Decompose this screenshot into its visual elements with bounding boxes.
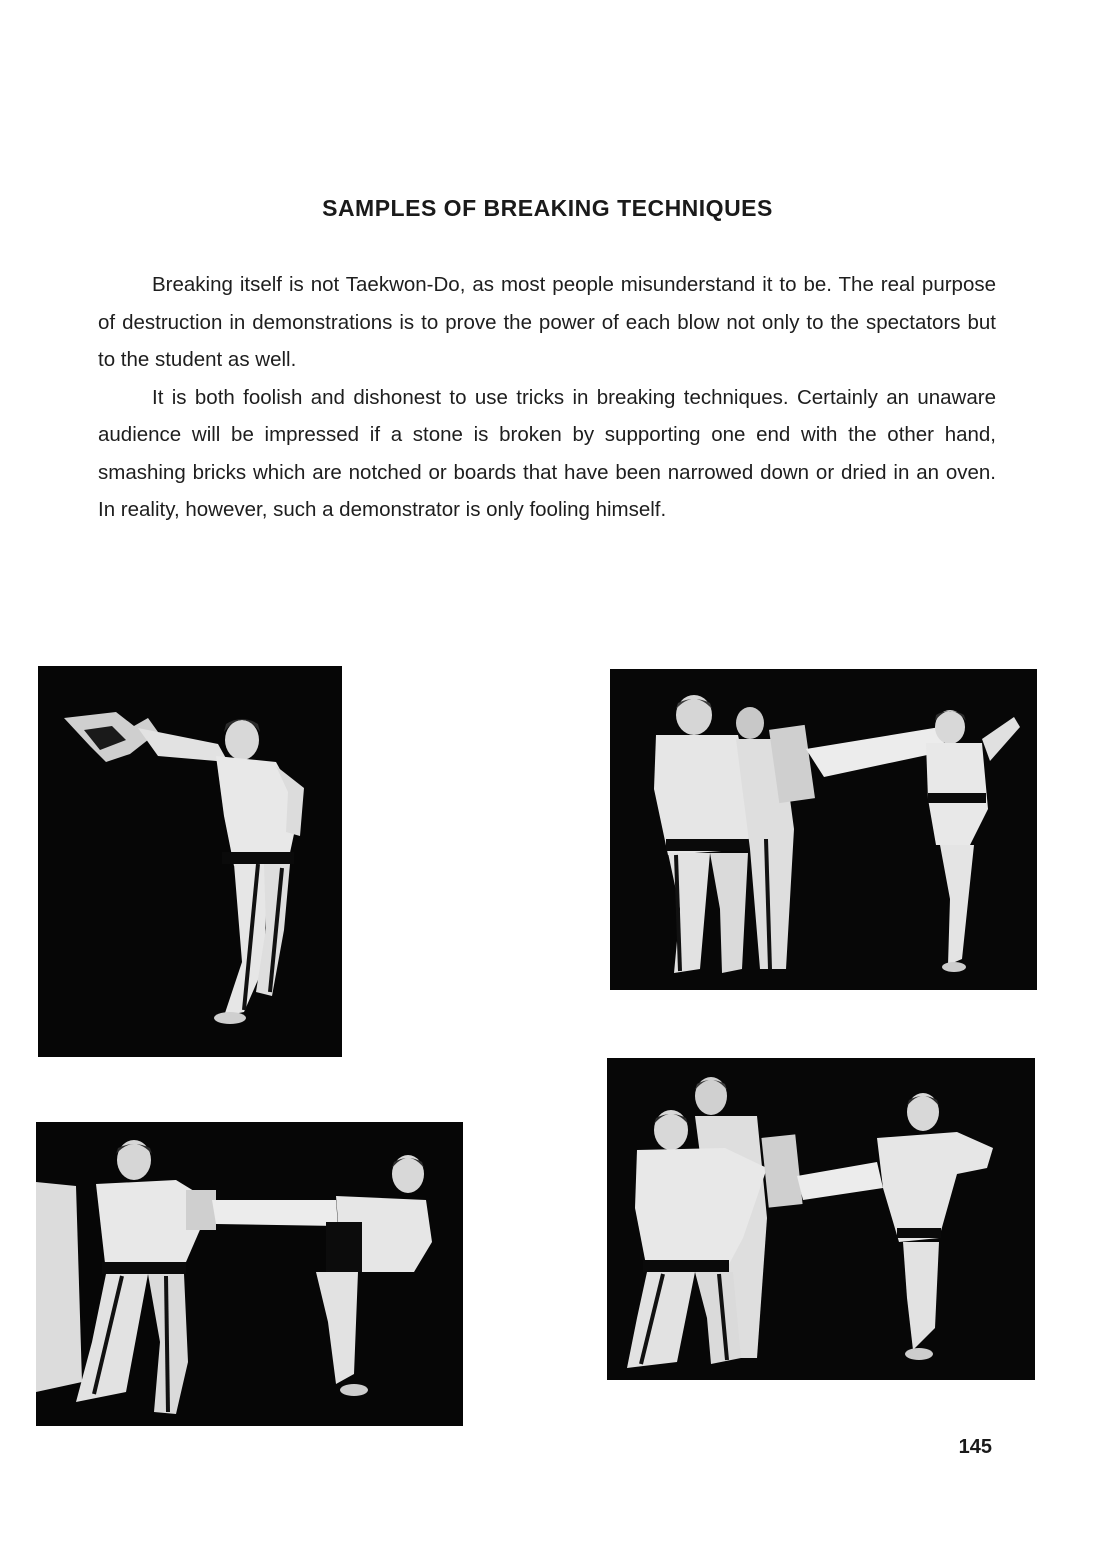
page-title: SAMPLES OF BREAKING TECHNIQUES bbox=[322, 195, 773, 221]
photo-high-kick-breaking bbox=[610, 669, 1037, 990]
paragraph-2: It is both foolish and dishonest to use tricks in breaking techniques. Certainly an unaware audience will be impressed if a stone is broken by supporting one end with the other hand, smashing bricks which are notched or boards that have been narrowed down or dried in an oven. In reality, however, such a demonstrator is only fooling himself. bbox=[98, 385, 996, 521]
body-text bbox=[98, 266, 996, 529]
page-number: 145 bbox=[958, 1436, 992, 1458]
photo-kick-breaking-two-holders bbox=[607, 1058, 1035, 1380]
photo-side-kick-breaking bbox=[36, 1122, 463, 1426]
photo-hand-strike-breaking bbox=[38, 666, 342, 1057]
paragraph-1: Breaking itself is not Taekwon-Do, as most people misunderstand it to be. The real purpose of destruction in demonstrations is to prove the power of each blow not only to the spectators but to the student as well. bbox=[98, 273, 996, 371]
